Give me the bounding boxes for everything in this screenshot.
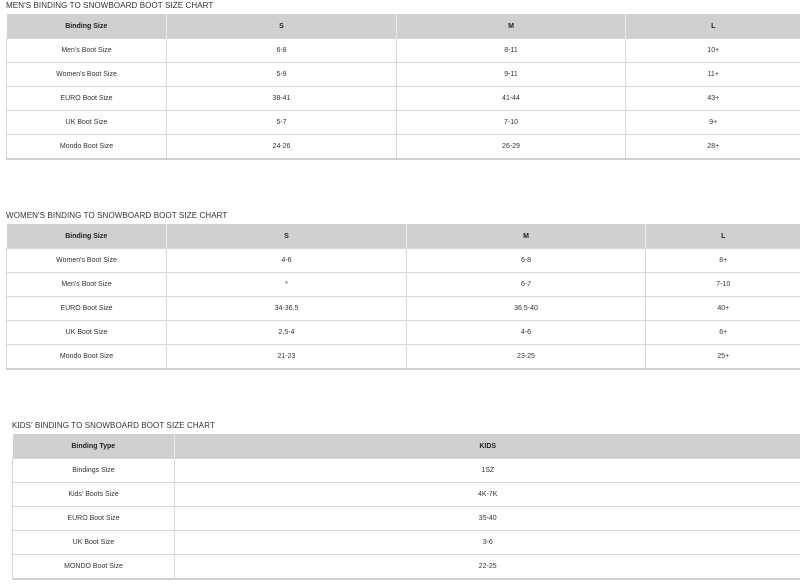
row-label: EURO Boot Size (13, 507, 175, 531)
table-row (13, 459, 800, 483)
row-label: UK Boot Size (13, 531, 175, 555)
table-cell: 26-29 (397, 135, 626, 160)
table-row (13, 555, 800, 580)
table-cell: 34-36.5 (167, 297, 407, 321)
table-cell: 24-26 (167, 135, 397, 160)
table-row (13, 507, 800, 531)
table-cell: 28+ (626, 135, 800, 160)
table-cell: 5-7 (167, 111, 397, 135)
table-row (7, 39, 800, 63)
table-cell: 11+ (626, 63, 800, 87)
table-cell: 25+ (646, 345, 800, 370)
mens-size-table (6, 14, 800, 160)
table-row (7, 111, 800, 135)
table-cell: 40+ (646, 297, 800, 321)
header-cell: Binding Type (13, 434, 175, 459)
table-cell: 8-11 (397, 39, 626, 63)
header-cell: Binding Size (7, 224, 167, 249)
row-label: EURO Boot Size (7, 87, 167, 111)
table-cell: 7-10 (397, 111, 626, 135)
row-label: Mondo Boot Size (7, 345, 167, 370)
table-row (7, 249, 800, 273)
table-row (7, 87, 800, 111)
row-label: Men's Boot Size (7, 39, 167, 63)
table-row (7, 321, 800, 345)
header-cell: S (167, 224, 407, 249)
table-header-row (7, 14, 800, 39)
header-cell: Binding Size (7, 14, 167, 39)
table-cell: 21-23 (167, 345, 407, 370)
row-label: Men's Boot Size (7, 273, 167, 297)
row-label: UK Boot Size (7, 321, 167, 345)
mens-chart-title: MEN'S BINDING TO SNOWBOARD BOOT SIZE CHART (6, 1, 214, 10)
womens-size-chart-section (6, 210, 800, 370)
table-row (13, 531, 800, 555)
table-cell: 3-6 (175, 531, 800, 555)
table-cell: 6+ (646, 321, 800, 345)
table-row (7, 297, 800, 321)
table-row (13, 483, 800, 507)
header-cell: L (646, 224, 800, 249)
table-cell: 22-25 (175, 555, 800, 580)
header-cell: S (167, 14, 397, 39)
row-label: UK Boot Size (7, 111, 167, 135)
table-cell: 38-41 (167, 87, 397, 111)
table-cell: 4-6 (167, 249, 407, 273)
table-header-row (13, 434, 800, 459)
table-cell: 4-6 (407, 321, 646, 345)
womens-chart-title: WOMEN'S BINDING TO SNOWBOARD BOOT SIZE CHART (6, 211, 228, 220)
table-cell: 9-11 (397, 63, 626, 87)
kids-size-chart-section (12, 420, 800, 580)
table-cell: 4K-7K (175, 483, 800, 507)
table-row (7, 135, 800, 160)
header-cell: M (397, 14, 626, 39)
table-row (7, 273, 800, 297)
table-cell: 43+ (626, 87, 800, 111)
row-label: EURO Boot Size (7, 297, 167, 321)
row-label: Women's Boot Size (7, 63, 167, 87)
table-row (7, 345, 800, 370)
table-cell: 23-25 (407, 345, 646, 370)
table-cell: 6-8 (407, 249, 646, 273)
header-cell: KIDS (175, 434, 800, 459)
womens-size-table (6, 224, 800, 370)
mens-size-chart-section (6, 0, 800, 160)
kids-chart-title: KIDS' BINDING TO SNOWBOARD BOOT SIZE CHART (12, 421, 215, 430)
row-label: MONDO Boot Size (13, 555, 175, 580)
header-cell: L (626, 14, 800, 39)
table-cell: 1SZ (175, 459, 800, 483)
table-cell: 36.5-40 (407, 297, 646, 321)
table-cell: 9+ (626, 111, 800, 135)
table-cell: * (167, 273, 407, 297)
row-label: Kids' Boots Size (13, 483, 175, 507)
table-cell: 5-9 (167, 63, 397, 87)
table-cell: 7-10 (646, 273, 800, 297)
table-cell: 41-44 (397, 87, 626, 111)
table-cell: 8+ (646, 249, 800, 273)
table-cell: 6-7 (407, 273, 646, 297)
row-label: Bindings Size (13, 459, 175, 483)
row-label: Mondo Boot Size (7, 135, 167, 160)
table-cell: 35-40 (175, 507, 800, 531)
table-cell: 6-8 (167, 39, 397, 63)
header-cell: M (407, 224, 646, 249)
table-row (7, 63, 800, 87)
table-cell: 10+ (626, 39, 800, 63)
table-header-row (7, 224, 800, 249)
table-cell: 2.5-4 (167, 321, 407, 345)
row-label: Women's Boot Size (7, 249, 167, 273)
kids-size-table (12, 434, 800, 580)
